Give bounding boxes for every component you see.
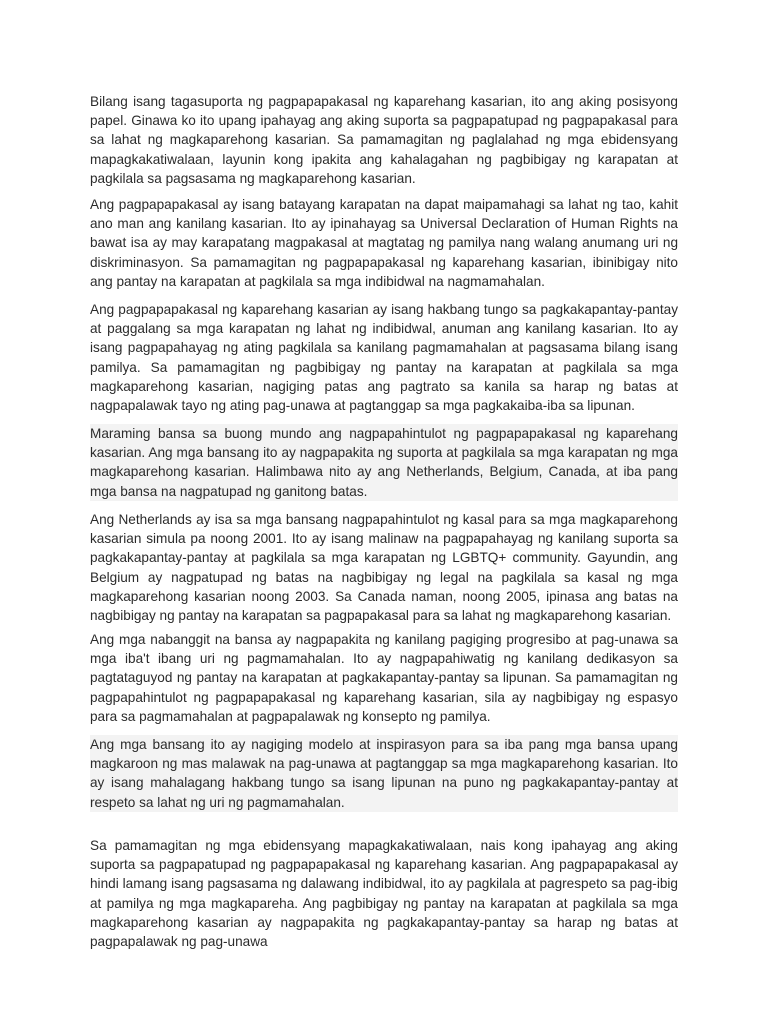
paragraph-netherlands: Ang Netherlands ay isa sa mga bansang nagpapahintulot ng kasal para sa mga magkaparehong kasarian simula pa noong 2001. Ito ay isang malinaw na pagpapahayag ng kanilang suporta sa pagkakapantay-pantay at pagkilala sa mga karapatan ng LGBTQ+ community. Gayundin, ang Belgium ay nagpatupad ng batas na nagbibigay ng legal na pagkilala sa kasal ng mga magkaparehong kasarian noong 2003. Sa Canada naman, noong 2005, ipinasa ang batas na nagbibigay ng pantay na karapatan sa pagpapakasal para sa lahat ng magkaparehong kasarian. — [90, 512, 678, 624]
paragraph-basic-right: Ang pagpapapakasal ay isang batayang karapatan na dapat maipamahagi sa lahat ng tao, kahit ano man ang kanilang kasarian. Ito ay ipinahayag sa Universal Declaration of Human Rights na bawat isa ay may karapatang magpakasal at magtatag ng pamilya nang walang anumang uri ng diskriminasyon. Sa pamamagitan ng pagpapapakasal ng kaparehang kasarian, ibinibigay nito ang pantay na karapatan at pagkilala sa mga indibidwal na nagmamahalan. — [90, 197, 678, 289]
paragraph-countries: Maraming bansa sa buong mundo ang nagpapahintulot ng pagpapapakasal ng kaparehang kasarian. Ang mga bansang ito ay nagpapakita ng suporta at pagkilala sa mga karapatan ng mga magkaparehong kasarian. Halimbawa nito ay ang Netherlands, Belgium, Canada, at iba pang mga bansa na nagpatupad ng ganitong batas. — [90, 424, 678, 501]
paragraph-equality-step: Ang pagpapapakasal ng kaparehang kasarian ay isang hakbang tungo sa pagkakapantay-pantay at paggalang sa mga karapatan ng lahat ng indibidwal, anuman ang kanilang kasarian. Ito ay isang pagpapahayag ng ating pagkilala sa kanilang pagmamahalan at pagsasama bilang isang pamilya. Sa pamamagitan ng pagbibigay ng pantay na karapatan at pagkilala sa mga magkaparehong kasarian, nagiging patas ang pagtrato sa kanila sa harap ng batas at nagpapalawak tayo ng ating pag-unawa at pagtanggap sa mga pagkakaiba-iba sa lipunan. — [90, 302, 678, 414]
paragraph-progressive: Ang mga nabanggit na bansa ay nagpapakita ng kanilang pagiging progresibo at pag-unawa sa mga iba't ibang uri ng pagmamahalan. Ito ay nagpapahiwatig ng kanilang dedikasyon sa pagtataguyod ng pantay na karapatan at pagkakapantay-pantay sa lipunan. Sa pamamagitan ng pagpapahintulot ng pagpapapakasal ng kaparehang kasarian, sila ay nagbibigay ng espasyo para sa pagmamahalan at pagpapalawak ng konsepto ng pamilya. — [90, 632, 678, 724]
paragraph-model: Ang mga bansang ito ay nagiging modelo at inspirasyon para sa iba pang mga bansa upang magkaroon ng mas malawak na pag-unawa at pagtanggap sa mga magkaparehong kasarian. Ito ay isang mahalagang hakbang tungo sa isang lipunan na puno ng pagkakapantay-pantay at respeto sa lahat ng uri ng pagmamahalan. — [90, 735, 678, 812]
paragraph-conclusion: Sa pamamagitan ng mga ebidensyang mapagkakatiwalaan, nais kong ipahayag ang aking suporta sa pagpapatupad ng pagpapapakasal ng kaparehang kasarian. Ang pagpapapakasal ay hindi lamang isang pagsasama ng dalawang indibidwal, ito ay pagkilala at pagrespeto sa pag-ibig at pamilya ng mga magkapareha. Ang pagbibigay ng pantay na karapatan at pagkilala sa mga magkaparehong kasarian ay nagpapakita ng pagkakapantay-pantay sa harap ng batas at pagpapalawak ng pag-unawa — [90, 838, 678, 950]
paragraph-intro: Bilang isang tagasuporta ng pagpapapakasal ng kaparehang kasarian, ito ang aking posisyong papel. Ginawa ko ito upang ipahayag ang aking suporta sa pagpapatupad ng pagpapakasal para sa lahat ng magkaparehong kasarian. Sa pamamagitan ng paglalahad ng mga ebidensyang mapagkakatiwalaan, layunin kong ipakita ang kahalagahan ng pagbibigay ng karapatan at pagkilala sa pagsasama ng magkaparehong kasarian. — [90, 94, 678, 186]
